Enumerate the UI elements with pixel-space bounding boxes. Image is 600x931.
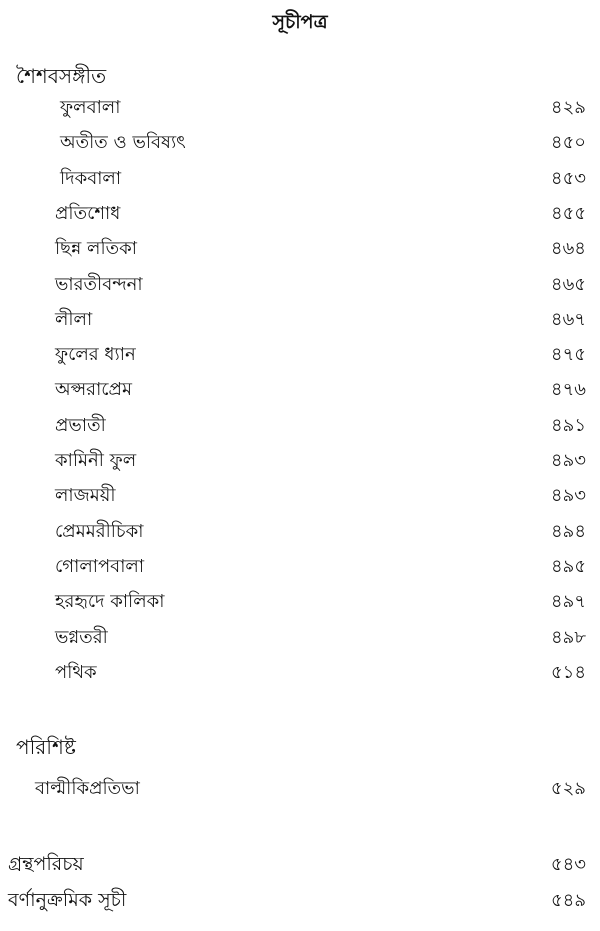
toc-entry-title: গ্রন্থপরিচয় [8, 853, 84, 875]
page-title: সূচীপত্র [272, 11, 328, 33]
toc-entry-page: ৫৪৩ [550, 854, 586, 875]
toc-entry[interactable] [0, 270, 600, 300]
toc-entry-page: ৪৯৮ [550, 626, 586, 648]
toc-entry-page: ৪৯৩ [550, 485, 586, 507]
toc-entry-page: ৫৪৯ [550, 890, 586, 911]
toc-entry[interactable] [0, 164, 600, 194]
section-heading-parishishta: পরিশিষ্ট [16, 735, 76, 759]
toc-entry[interactable] [0, 623, 600, 653]
toc-entry[interactable] [0, 93, 600, 123]
toc-entry[interactable] [0, 517, 600, 547]
toc-entry-page: ৪৬৫ [550, 273, 586, 295]
toc-entry-title: ভগ্নতরী [55, 626, 108, 648]
toc-entry-alphabetical-index[interactable] [0, 886, 600, 916]
toc-entry[interactable] [0, 375, 600, 405]
toc-entry-title: ছিন্ন লতিকা [55, 238, 137, 260]
toc-entry[interactable] [0, 446, 600, 476]
toc-entry-title: প্রভাতী [55, 414, 106, 436]
toc-entry-granthaparichay[interactable] [0, 850, 600, 880]
toc-entry-page: ৪৯৪ [550, 520, 586, 542]
section-heading-shaishab-sangit: শৈশবসঙ্গীত [16, 64, 107, 88]
toc-entry-page: ৪২৯ [550, 97, 586, 118]
toc-entry-title: অতীত ও ভবিষ্যৎ [60, 132, 186, 154]
toc-entry-page: ৪৭৬ [550, 379, 586, 401]
toc-entry-page: ৪৫৩ [550, 167, 586, 189]
toc-entry-title: প্রেমমরীচিকা [55, 520, 144, 542]
toc-entry-title: প্রতিশোধ [55, 202, 121, 224]
toc-entry-title: দিকবালা [60, 167, 122, 189]
toc-entry-title: গোলাপবালা [55, 555, 145, 577]
toc-entry-title: ফুলবালা [60, 97, 121, 118]
toc-entry[interactable] [0, 658, 600, 688]
toc-entry[interactable] [0, 411, 600, 441]
toc-entry-title: পথিক [55, 661, 97, 683]
toc-entry-page: ৪৯১ [550, 414, 586, 436]
toc-entry-page: ৪৯৩ [550, 450, 586, 471]
toc-entry[interactable] [0, 199, 600, 229]
toc-entry-page: ৪৯৭ [550, 591, 586, 613]
toc-entry[interactable] [0, 481, 600, 511]
toc-entry-title: ফুলের ধ্যান [55, 344, 136, 366]
toc-entry[interactable] [0, 340, 600, 370]
toc-entry[interactable] [0, 128, 600, 158]
toc-entry-title: কামিনী ফুল [55, 450, 137, 471]
toc-entry-page: ৪৯৫ [550, 555, 586, 577]
toc-entry-title: ভারতীবন্দনা [55, 273, 143, 295]
toc-entry-page: ৪৬৭ [550, 308, 586, 330]
toc-entry-title: অপ্সরাপ্রেম [55, 379, 132, 401]
toc-entry-page: ৫২৯ [550, 778, 586, 799]
toc-entry[interactable] [0, 305, 600, 335]
toc-entry[interactable] [0, 587, 600, 617]
toc-entry[interactable] [0, 234, 600, 264]
toc-entry[interactable] [0, 774, 600, 804]
toc-entry-page: ৪৬৪ [550, 238, 586, 260]
toc-entry-page: ৪৭৫ [550, 344, 586, 366]
toc-entry-title: বর্ণানুক্রমিক সূচী [8, 889, 127, 911]
toc-entry-page: ৪৫০ [550, 132, 586, 154]
toc-entry-page: ৪৫৫ [550, 202, 586, 224]
toc-entry-title: লাজময়ী [55, 485, 116, 507]
toc-entry-title: হরহৃদে কালিকা [55, 591, 165, 613]
toc-entry-page: ৫১৪ [550, 661, 586, 683]
toc-entry-title: লীলা [55, 308, 93, 330]
toc-entry[interactable] [0, 552, 600, 582]
toc-entry-title: বাল্মীকিপ্রতিভা [35, 778, 140, 799]
